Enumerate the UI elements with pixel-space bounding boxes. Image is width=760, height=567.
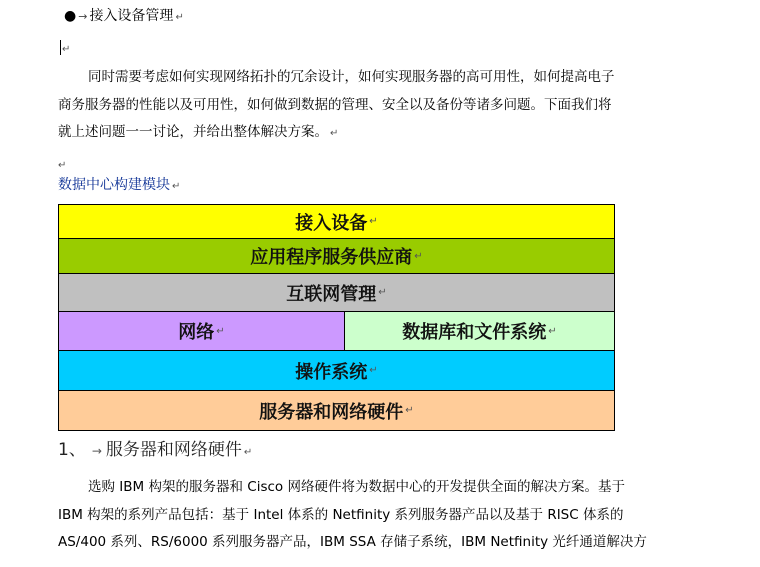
layer-access-devices: 接入设备 ↵ [58,204,615,239]
bullet-arrow: → [78,10,88,23]
layer-label: 接入设备 [295,212,368,234]
layer-operating-system: 操作系统 ↵ [58,350,615,391]
body-line-3: AS/400 系列、RS/6000 系列服务器产品，IBM SSA 存储子系统，IBM Netfinity 光纤通道解决方 [58,534,647,550]
layer-label: 应用程序服务供应商 [250,247,413,268]
layer-label: 服务器和网络硬件 [259,401,404,423]
intro-line-3: 就上述问题一一讨论，并给出整体解决方案。 ↵ [58,124,339,140]
layer-label: 数据库和文件系统 [402,322,547,343]
bullet-heading [64,7,184,27]
paragraph-mark: ↵ [58,160,67,171]
layer-label: 操作系统 [295,361,368,383]
layer-database-filesystem: 数据库和文件系统 ↵ [344,311,615,351]
diagram-title: 数据中心构建模块 ↵ [58,177,181,193]
bullet-symbol: ● [64,8,77,24]
intro-paragraph [58,64,698,148]
section-arrow: → [91,444,102,458]
layer-label: 网络 [178,322,215,343]
bullet-text: 接入设备管理 [89,8,174,24]
section-heading: 1、 → 服务器和网络硬件 ↵ [58,440,253,460]
paragraph-mark: ↵ [62,44,71,55]
section-title: 服务器和网络硬件 [105,440,242,460]
layer-network: 网络 ↵ [58,311,345,351]
body-paragraph [58,474,698,557]
body-line-2: IBM 构架的系列产品包括：基于 Intel 体系的 Netfinity 系列服务器产品以及基于 RISC 体系的 [58,506,624,523]
layer-server-network-hardware: 服务器和网络硬件 ↵ [58,390,615,431]
body-line-1: 选购 IBM 构架的服务器和 Cisco 网络硬件将为数据中心的开发提供全面的解决方案。基于 [88,479,625,495]
layer-label: 互联网管理 [286,283,377,305]
layer-internet-management: 互联网管理 ↵ [58,273,615,312]
paragraph-mark: ↵ [175,12,184,23]
intro-line-2: 商务服务器的性能以及可用性，如何做到数据的管理、安全以及备份等诸多问题。下面我们将 [58,96,612,113]
section-number: 1、 [58,440,86,460]
text-cursor [60,40,61,55]
intro-line-1: 同时需要考虑如何实现网络拓扑的冗余设计，如何实现服务器的高可用性，如何提高电子 [88,69,615,85]
datacenter-layer-diagram [58,204,615,431]
layer-application-provider: 应用程序服务供应商 ↵ [58,238,615,274]
